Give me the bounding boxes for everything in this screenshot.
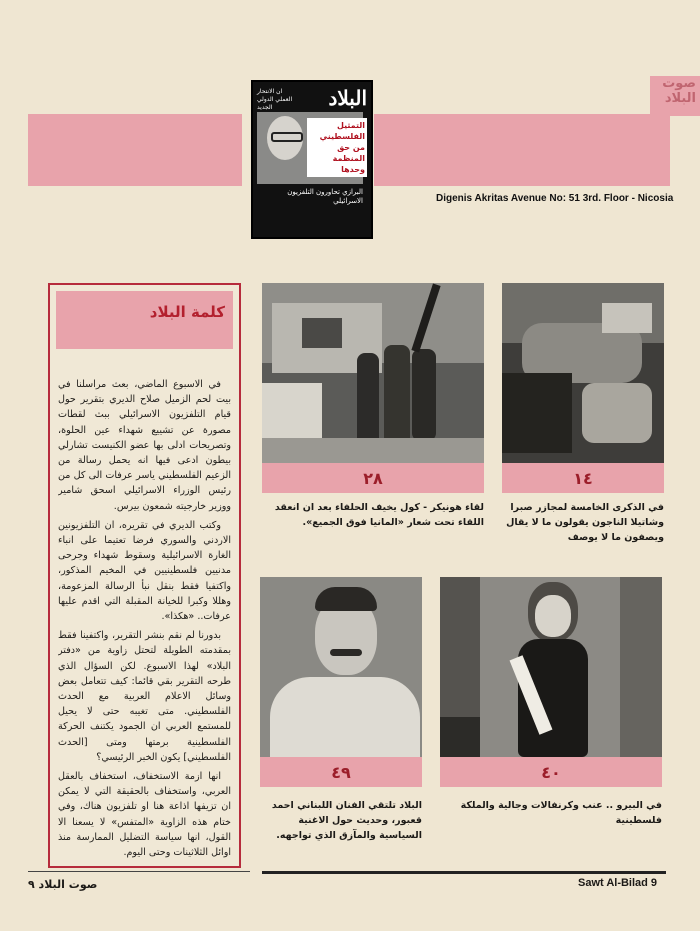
corner-tab — [650, 76, 700, 116]
header-band-right — [374, 114, 670, 186]
cover-headline: التمثيل الفلسطيني من حق المنظمة وحدها — [307, 118, 367, 177]
cover-tag: ان الانتحار العملي الدولي الجديد — [257, 88, 293, 111]
editorial-title-bar — [56, 291, 233, 349]
page-number-badge: ١٤ — [502, 463, 664, 493]
page-number-badge: ٤٠ — [440, 757, 662, 787]
feature-caption: في البيرو .. عنب وكرنفالات وجالية والملكة فلسطينية — [460, 800, 662, 826]
glasses-icon — [271, 132, 303, 142]
editorial-box — [48, 283, 241, 868]
photo-sabra-shatila — [502, 283, 664, 463]
footer-right: Sawt Al-Bilad 9 — [578, 877, 658, 889]
magazine-logo: البلاد — [328, 86, 367, 110]
footer-rule — [262, 871, 666, 874]
editorial-paragraph: في الاسبوع الماضي، بعث مراسلنا في بيت لحم الزميل صلاح الديري بتقرير حول قيام التلفزيون الاسرائيلي ببث لقطات مصورة عن تشييع شهداء عين الحلوة، وتصريحات ادلى بها عضو الكنيست تشارلي بيطون ادعى فيها انه يحمل رسالة من الزعيم الفلسطيني ياسر عرفات الى كل من رئيس الوزراء الاسرائيلي اسحق شامير ووزير خارجيته شمعون بيرس. — [58, 379, 231, 512]
page-number-badge: ٢٨ — [262, 463, 484, 493]
editorial-paragraph: بدورنا لم نقم بنشر التقرير، واكتفينا فقط بمقدمته الطويلة لتحتل زاوية من «دفتر البلاد» لهذا الاسبوع. لكن السؤال الذي طرحه التقرير بقي قائما: كيف تتعامل بعض وسائل الاعلام العربية مع الحدث الفلسطيني. متى تغيبه حتى لا يحيل للمستمع العربي ان الجمود يكتنف الحركة الفلسطينية برمتها ومتى [الحدث الفلسطيني] يكون الخبر الرئيسي؟ — [58, 630, 231, 763]
magazine-cover — [251, 80, 373, 239]
feature-caption: لقاء هونيكر - كول يخيف الحلفاء بعد ان انعقد اللقاء تحت شعار «المانيا فوق الجميع». — [274, 502, 484, 528]
address-line: Digenis Akritas Avenue No: 51 3rd. Floor - Nicosia — [436, 193, 674, 204]
footer-rule-left — [28, 871, 250, 872]
photo-ahmad-kaabour — [260, 577, 422, 757]
cover-subheadline: البرازي تحاورون التلفزيون الاسرائيلي — [287, 188, 363, 205]
editorial-paragraph: انها ازمة الاستخفاف، استخفاف بالعقل العربي، واستخفاف بالحقيقة التي لا يمكن ان تزيفها اذاعة هنا او تلفزيون هناك، وفي ختام هذه الزاوية «المتفس» لا يسعنا الا القول، انها سياسة التضليل الممارسة منذ اوائل الثلاثينات وحتى اليوم. — [58, 771, 231, 859]
editorial-title: كلمة البلاد — [149, 303, 225, 321]
header-band-left — [28, 114, 242, 186]
photo-soldiers — [262, 283, 484, 463]
photo-peru-queen — [440, 577, 662, 757]
page-number-badge: ٤٩ — [260, 757, 422, 787]
footer-left: صوت البلاد ٩ — [28, 878, 98, 891]
editorial-paragraph: وكتب الديري في تقريره، ان التلفزيونين الاردني والسوري فرضا تعتيما على انباء الغارة الاسرائيلية وسقوط شهداء وجرحى مدنيين فلسطينيين في المخيم المذكور، واكتفيا فقط بنقل نبأ الرسالة المزعومة، وهللا وكبرا للخيانة المقبلة التي اقدم عليها عرفات.. «هكذا». — [58, 519, 231, 623]
feature-caption: في الذكرى الخامسة لمجازر صبرا وشاتيلا الناجون يقولون ما لا يقال ويصفون ما لا يوصف — [506, 502, 664, 543]
corner-text: صوت البلاد — [662, 76, 696, 106]
editorial-text — [58, 377, 231, 860]
feature-caption: البلاد تلتقي الفنان اللبناني احمد قعبور، وحديث حول الاغنية السياسية والمآزق الذي تواجهه. — [271, 800, 422, 841]
